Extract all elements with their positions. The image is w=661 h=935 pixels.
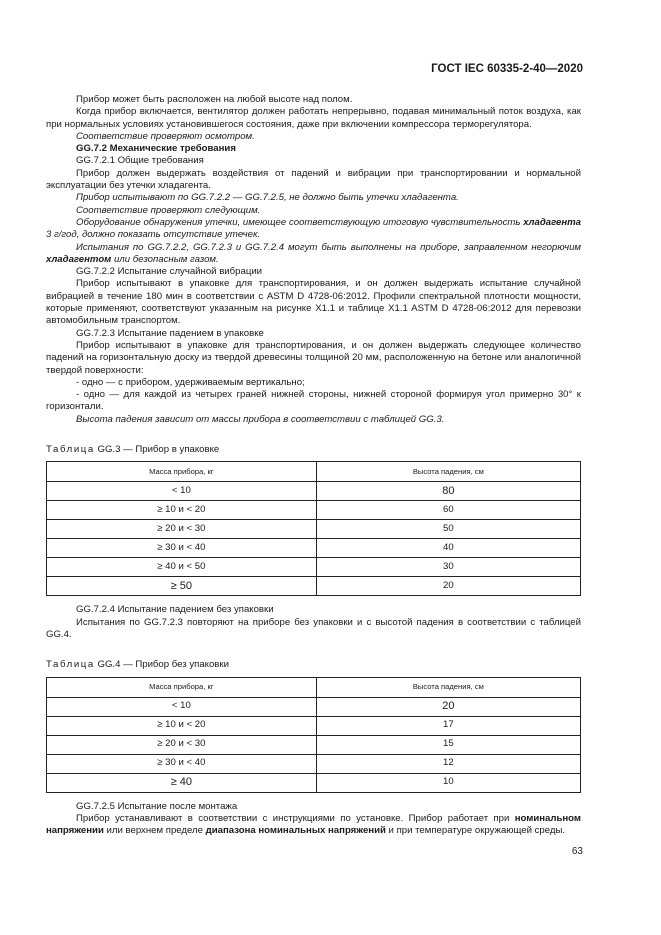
table-row (47, 520, 581, 539)
mass-cell: ≥ 20 и < 30 (47, 735, 317, 754)
height-cell: 80 (316, 482, 580, 501)
table-gg4 (46, 677, 581, 793)
column-header-height: Высота падения, см (316, 462, 580, 482)
height-cell: 10 (316, 773, 580, 792)
mass-cell: ≥ 30 и < 40 (47, 539, 317, 558)
paragraph: Прибор испытывают в упаковке для транспортирования, и он должен выдержать следующее количество падений на горизонтальную доску из твердой древесины толщиной 20 мм, расположенную на бетоне или аналогичной твердой поверхности: (46, 339, 581, 376)
document-body (46, 94, 581, 837)
caption-label: Таблица (46, 659, 95, 671)
term-refrigerant: хладагентом (46, 253, 112, 265)
caption-title: GG.3 — Прибор в упаковке (94, 444, 220, 456)
height-cell: 20 (316, 697, 580, 716)
paragraph: Испытания по GG.7.2.3 повторяют на приборе без упаковки и с высотой падения в соответствии с таблицей GG.4. (46, 616, 581, 640)
table-row (47, 482, 581, 501)
mass-cell: ≥ 40 (47, 773, 317, 792)
mass-cell: ≥ 40 и < 50 (47, 558, 317, 577)
height-cell: 15 (316, 735, 580, 754)
document-header: ГОСТ IEC 60335-2-40—2020 (431, 63, 583, 75)
subsection-heading: GG.7.2.5 Испытание после монтажа (76, 800, 238, 812)
text-run: Испытания по GG.7.2.2, GG.7.2.3 и GG.7.2.4 могут быть выполнены на приборе, заправленном негорючим (76, 241, 581, 253)
mass-cell: < 10 (47, 482, 317, 501)
table-row (47, 697, 581, 716)
table-row (47, 735, 581, 754)
section-heading: GG.7.2 Механические требования (76, 143, 236, 155)
mass-cell: ≥ 50 (47, 577, 317, 596)
compliance-note (46, 217, 581, 242)
text-run: или верхнем пределе (103, 825, 206, 837)
caption-label: Таблица (46, 444, 95, 456)
column-header-height: Высота падения, см (316, 677, 580, 697)
subsection-heading: GG.7.2.4 Испытание падением без упаковки (76, 604, 274, 616)
paragraph (46, 813, 581, 838)
table-row (47, 501, 581, 520)
compliance-note (46, 242, 581, 267)
height-cell: 60 (316, 501, 580, 520)
mass-cell: ≥ 30 и < 40 (47, 754, 317, 773)
term-rated-voltage-range: диапазона номинальных напряжений (205, 825, 386, 837)
height-cell: 30 (316, 558, 580, 577)
table-caption-gg4 (46, 659, 581, 671)
compliance-note: Соответствие проверяют следующим. (76, 204, 261, 216)
column-header-mass: Масса прибора, кг (47, 677, 317, 697)
compliance-note: Высота падения зависит от массы прибора в соответствии с таблицей GG.3. (76, 413, 445, 425)
subsection-heading: GG.7.2.2 Испытание случайной вибрации (76, 266, 263, 278)
height-cell: 17 (316, 716, 580, 735)
paragraph: Когда прибор включается, вентилятор должен работать непрерывно, подавая минимальный поток воздуха, как при нормальных условиях установившегося состояния, даже при включении компрессора терморегулятора. (46, 106, 581, 130)
text-run: Оборудование обнаружения утечки, имеющее соответствующую итоговую чувствительность (76, 216, 524, 228)
paragraph: Прибор испытывают в упаковке для транспортирования, и он должен выдержать испытание случайной вибрацией в течение 180 мин в соответствии с ASTM D 4728-06:2012. Профили спектральной плотности мощности, которые применяют, соответствуют указанным на рисунке X1.1 и таблице X1.1 ASTM D 4728-06:2012 для перевозки автомобильным транспортом. (46, 278, 581, 327)
height-cell: 20 (316, 577, 580, 596)
mass-cell: < 10 (47, 697, 317, 716)
mass-cell: ≥ 10 и < 20 (47, 716, 317, 735)
mass-cell: ≥ 20 и < 30 (47, 520, 317, 539)
term-rated-voltage: номинальном напряжении (46, 812, 581, 837)
height-cell: 40 (316, 539, 580, 558)
list-item: - одно — с прибором, удерживаемым вертикально; (76, 376, 305, 388)
table-row (47, 716, 581, 735)
text-run: или безопасным газом. (111, 253, 219, 265)
text-run: 3 г/год, должно показать отсутствие утечек. (46, 229, 261, 241)
paragraph: Прибор может быть расположен на любой высоте над полом. (76, 94, 353, 105)
paragraph: Прибор должен выдержать воздействия от падений и вибрации при транспортировании и нормальной эксплуатации без утечки хладагента. (46, 167, 581, 192)
subsection-heading: GG.7.2.3 Испытание падением в упаковке (76, 327, 264, 339)
term-refrigerant: хладагента (523, 216, 581, 228)
table-row (47, 773, 581, 792)
list-item: - одно — для каждой из четырех граней нижней стороны, нижней стороной формируя угол примерно 30° к горизонтали. (46, 389, 581, 413)
table-header-row (47, 677, 581, 697)
table-gg3 (46, 461, 581, 596)
table-row (47, 558, 581, 577)
compliance-note: Соответствие проверяют осмотром. (76, 130, 255, 142)
table-row (47, 577, 581, 596)
table-row (47, 539, 581, 558)
text-run: и при температуре окружающей среды. (385, 825, 566, 837)
text-run: Прибор устанавливают в соответствии с инструкциями по установке. Прибор работает при (76, 812, 515, 824)
mass-cell: ≥ 10 и < 20 (47, 501, 317, 520)
table-header-row (47, 462, 581, 482)
height-cell: 50 (316, 520, 580, 539)
column-header-mass: Масса прибора, кг (47, 462, 317, 482)
table-row (47, 754, 581, 773)
height-cell: 12 (316, 754, 580, 773)
compliance-note: Прибор испытывают по GG.7.2.2 — GG.7.2.5, не должно быть утечки хладагента. (76, 192, 459, 204)
caption-title: GG.4 — Прибор без упаковки (94, 659, 229, 671)
table-caption-gg3 (46, 444, 581, 456)
subsection-heading: GG.7.2.1 Общие требования (76, 155, 204, 167)
page-number: 63 (571, 846, 583, 857)
